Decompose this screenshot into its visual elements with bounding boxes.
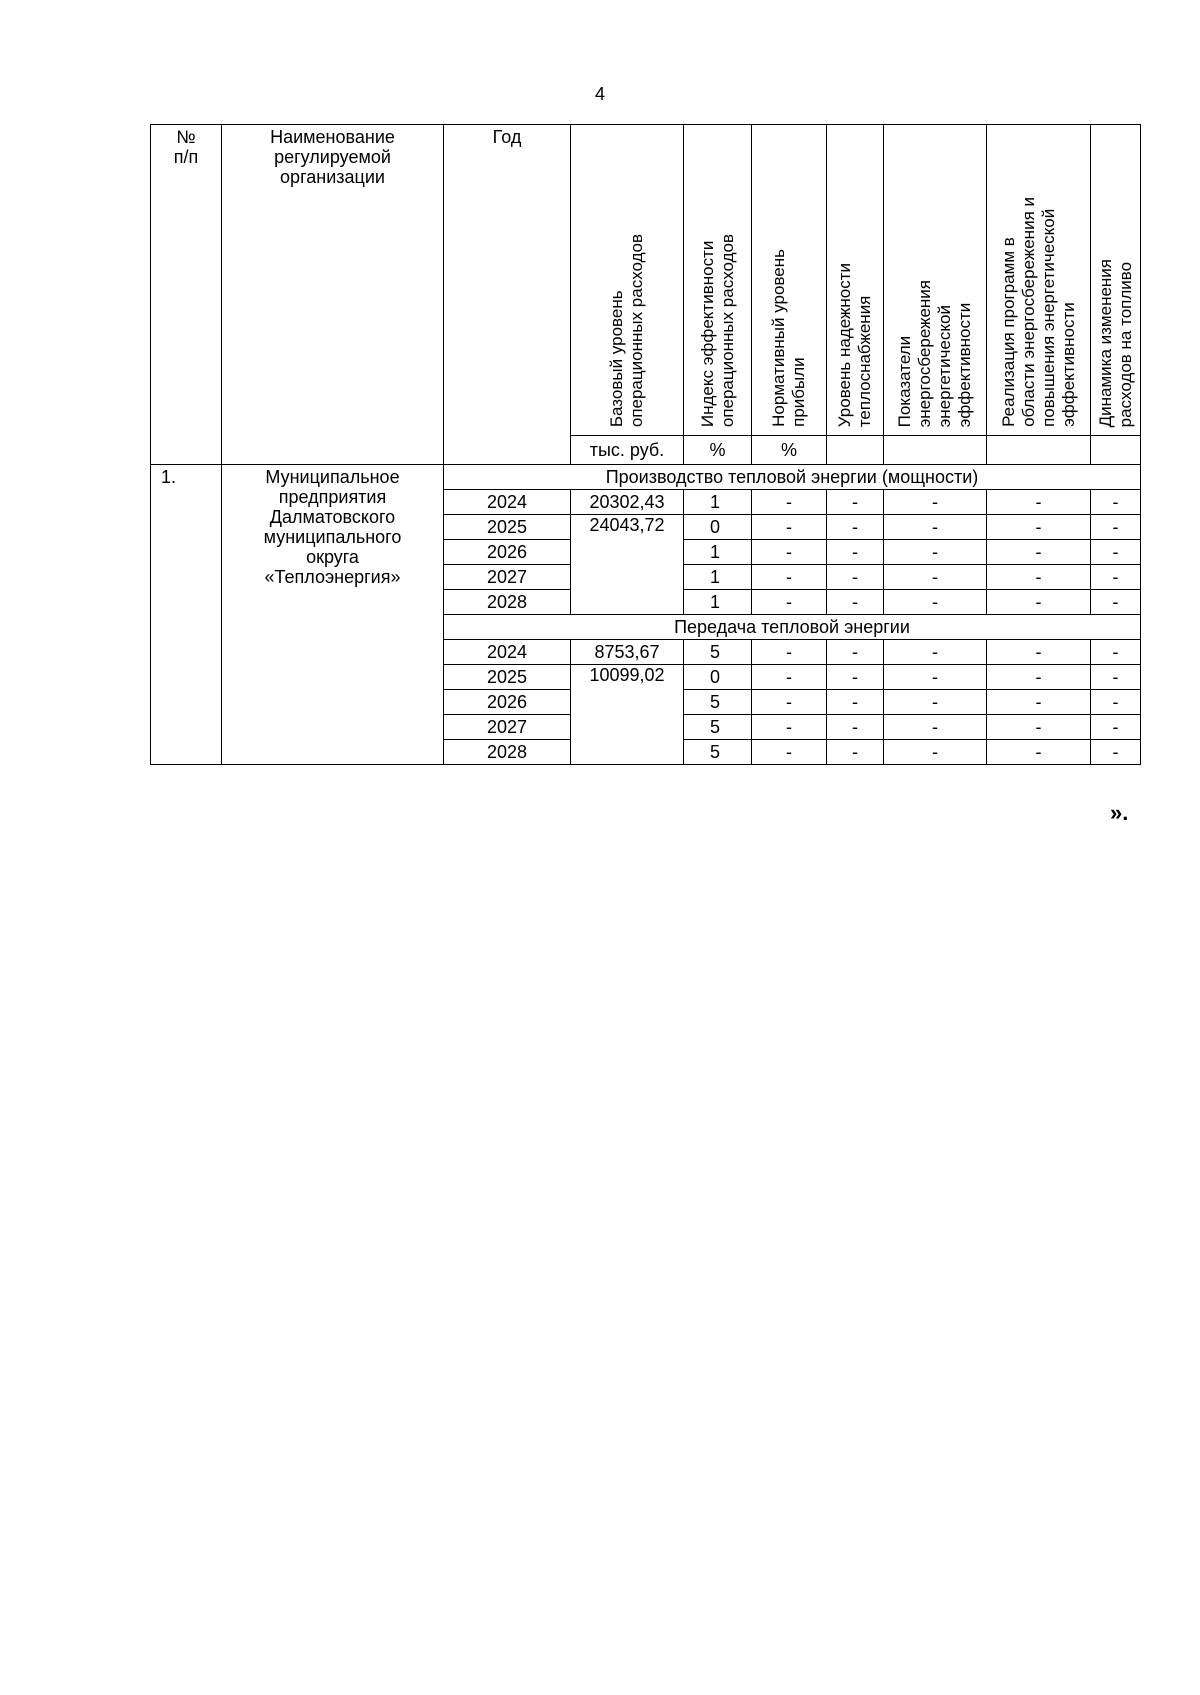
fuel-value: - xyxy=(1091,665,1141,690)
energy-value: - xyxy=(884,715,987,740)
energy-value: - xyxy=(884,540,987,565)
programs-value: - xyxy=(987,515,1091,540)
reliability-value: - xyxy=(827,740,884,765)
fuel-value: - xyxy=(1091,715,1141,740)
energy-value: - xyxy=(884,690,987,715)
year-cell: 2026 xyxy=(444,690,571,715)
profit-value: - xyxy=(752,665,827,690)
base-value: 20302,43 xyxy=(571,490,684,515)
year-cell: 2027 xyxy=(444,715,571,740)
year-cell: 2025 xyxy=(444,665,571,690)
header-efficiency-index: Индекс эффективности операционных расходов xyxy=(684,125,752,436)
header-year: Год xyxy=(444,125,571,465)
reliability-value: - xyxy=(827,715,884,740)
reliability-value: - xyxy=(827,690,884,715)
unit-empty xyxy=(827,436,884,465)
energy-value: - xyxy=(884,515,987,540)
index-value: 1 xyxy=(684,490,752,515)
header-num: № п/п xyxy=(151,125,222,465)
index-value: 5 xyxy=(684,715,752,740)
base-value: 24043,72 xyxy=(571,515,684,615)
fuel-value: - xyxy=(1091,515,1141,540)
programs-value: - xyxy=(987,640,1091,665)
header-base-opex: Базовый уровень операционных расходов xyxy=(571,125,684,436)
programs-value: - xyxy=(987,590,1091,615)
profit-value: - xyxy=(752,740,827,765)
reliability-value: - xyxy=(827,540,884,565)
reliability-value: - xyxy=(827,590,884,615)
programs-value: - xyxy=(987,665,1091,690)
programs-value: - xyxy=(987,490,1091,515)
profit-value: - xyxy=(752,640,827,665)
reliability-value: - xyxy=(827,565,884,590)
index-value: 1 xyxy=(684,590,752,615)
fuel-value: - xyxy=(1091,640,1141,665)
section-title: Производство тепловой энергии (мощности) xyxy=(444,465,1141,490)
org-number: 1. xyxy=(151,465,222,765)
fuel-value: - xyxy=(1091,740,1141,765)
unit-empty xyxy=(884,436,987,465)
profit-value: - xyxy=(752,540,827,565)
header-energy-saving: Показатели энергосбережения энергетической эффективности xyxy=(884,125,987,436)
fuel-value: - xyxy=(1091,590,1141,615)
reliability-value: - xyxy=(827,515,884,540)
profit-value: - xyxy=(752,690,827,715)
header-programs: Реализация программ в области энергосбережения и повышения энергетической эффективности xyxy=(987,125,1091,436)
energy-value: - xyxy=(884,640,987,665)
programs-value: - xyxy=(987,715,1091,740)
header-normative-profit: Нормативный уровень прибыли xyxy=(752,125,827,436)
index-value: 5 xyxy=(684,690,752,715)
unit-index: % xyxy=(684,436,752,465)
org-name: Муниципальное предприятия Далматовского муниципального округа «Теплоэнергия» xyxy=(222,465,444,765)
section-title: Передача тепловой энергии xyxy=(444,615,1141,640)
reliability-value: - xyxy=(827,490,884,515)
base-value: 10099,02 xyxy=(571,665,684,765)
unit-profit: % xyxy=(752,436,827,465)
year-cell: 2028 xyxy=(444,590,571,615)
regulatory-parameters-table xyxy=(150,124,1141,765)
programs-value: - xyxy=(987,690,1091,715)
fuel-value: - xyxy=(1091,690,1141,715)
energy-value: - xyxy=(884,590,987,615)
year-cell: 2027 xyxy=(444,565,571,590)
energy-value: - xyxy=(884,565,987,590)
profit-value: - xyxy=(752,565,827,590)
year-cell: 2024 xyxy=(444,640,571,665)
index-value: 0 xyxy=(684,665,752,690)
index-value: 5 xyxy=(684,740,752,765)
unit-base: тыс. руб. xyxy=(571,436,684,465)
energy-value: - xyxy=(884,665,987,690)
header-fuel-dynamics: Динамика изменения расходов на топливо xyxy=(1091,125,1141,436)
year-cell: 2028 xyxy=(444,740,571,765)
unit-empty xyxy=(1091,436,1141,465)
programs-value: - xyxy=(987,540,1091,565)
programs-value: - xyxy=(987,565,1091,590)
energy-value: - xyxy=(884,740,987,765)
index-value: 5 xyxy=(684,640,752,665)
base-value: 8753,67 xyxy=(571,640,684,665)
year-cell: 2025 xyxy=(444,515,571,540)
profit-value: - xyxy=(752,490,827,515)
profit-value: - xyxy=(752,715,827,740)
unit-empty xyxy=(987,436,1091,465)
year-cell: 2026 xyxy=(444,540,571,565)
index-value: 1 xyxy=(684,540,752,565)
energy-value: - xyxy=(884,490,987,515)
fuel-value: - xyxy=(1091,565,1141,590)
header-organization: Наименование регулируемой организации xyxy=(222,125,444,465)
header-reliability: Уровень надежности теплоснабжения xyxy=(827,125,884,436)
index-value: 0 xyxy=(684,515,752,540)
year-cell: 2024 xyxy=(444,490,571,515)
fuel-value: - xyxy=(1091,540,1141,565)
index-value: 1 xyxy=(684,565,752,590)
reliability-value: - xyxy=(827,665,884,690)
page-number: 4 xyxy=(594,84,605,104)
reliability-value: - xyxy=(827,640,884,665)
closing-quote-mark: ». xyxy=(1110,800,1129,825)
profit-value: - xyxy=(752,515,827,540)
profit-value: - xyxy=(752,590,827,615)
fuel-value: - xyxy=(1091,490,1141,515)
programs-value: - xyxy=(987,740,1091,765)
